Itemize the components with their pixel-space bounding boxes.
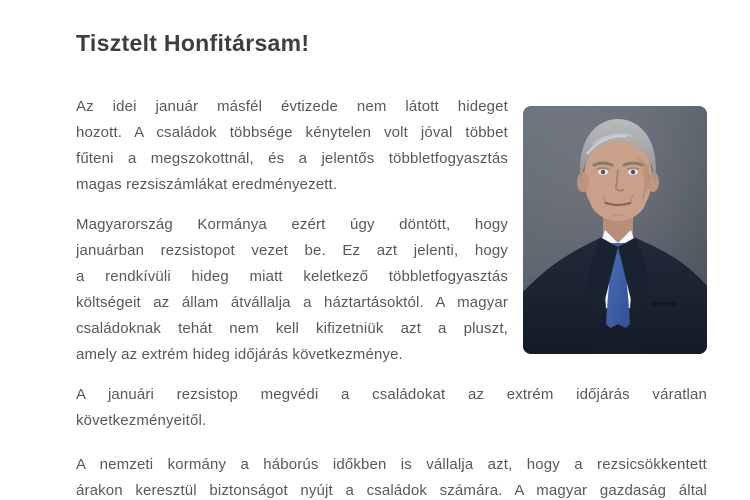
paragraph-line: januárban rezsistopot vezet be. Ez azt jelenti, hogy xyxy=(76,242,508,259)
paragraph-line: fűteni a megszokottnál, és a jelentős többletfogyasztás xyxy=(76,150,508,167)
paragraph-line: következményeitől. xyxy=(76,412,207,429)
paragraph-2 xyxy=(76,212,508,368)
paragraph-line: Az idei január másfél évtizede nem látott hideget xyxy=(76,98,508,115)
paragraph-line: hozott. A családok többsége kénytelen volt jóval többet xyxy=(76,124,508,141)
paragraph-line: a rendkívüli hideg miatt keletkező többletfogyasztás xyxy=(76,268,508,285)
paragraph-line: költségeit az állam átvállalja a háztartásoktól. A magyar xyxy=(76,294,508,311)
paragraph-line: árakon keresztül biztonságot nyújt a családok számára. A magyar gazdaság által xyxy=(76,482,707,499)
portrait-photo xyxy=(523,106,707,354)
statesman-portrait-illustration xyxy=(523,106,707,354)
paragraph-line: Magyarország Kormánya ezért úgy döntött, hogy xyxy=(76,216,508,233)
paragraph-3 xyxy=(76,382,707,434)
paragraph-line: amely az extrém hideg időjárás következménye. xyxy=(76,346,403,363)
paragraph-line: családoknak tehát nem kell kifizetniük azt a pluszt, xyxy=(76,320,508,337)
page-title: Tisztelt Honfitársam! xyxy=(76,30,310,56)
paragraph-line: magas rezsiszámlákat eredményezett. xyxy=(76,176,338,193)
paragraph-4 xyxy=(76,452,707,500)
paragraph-1 xyxy=(76,94,508,198)
paragraph-line: A januári rezsistop megvédi a családokat az extrém időjárás váratlan xyxy=(76,386,707,403)
paragraph-line: A nemzeti kormány a háborús időkben is vállalja azt, hogy a rezsicsökkentett xyxy=(76,456,707,473)
